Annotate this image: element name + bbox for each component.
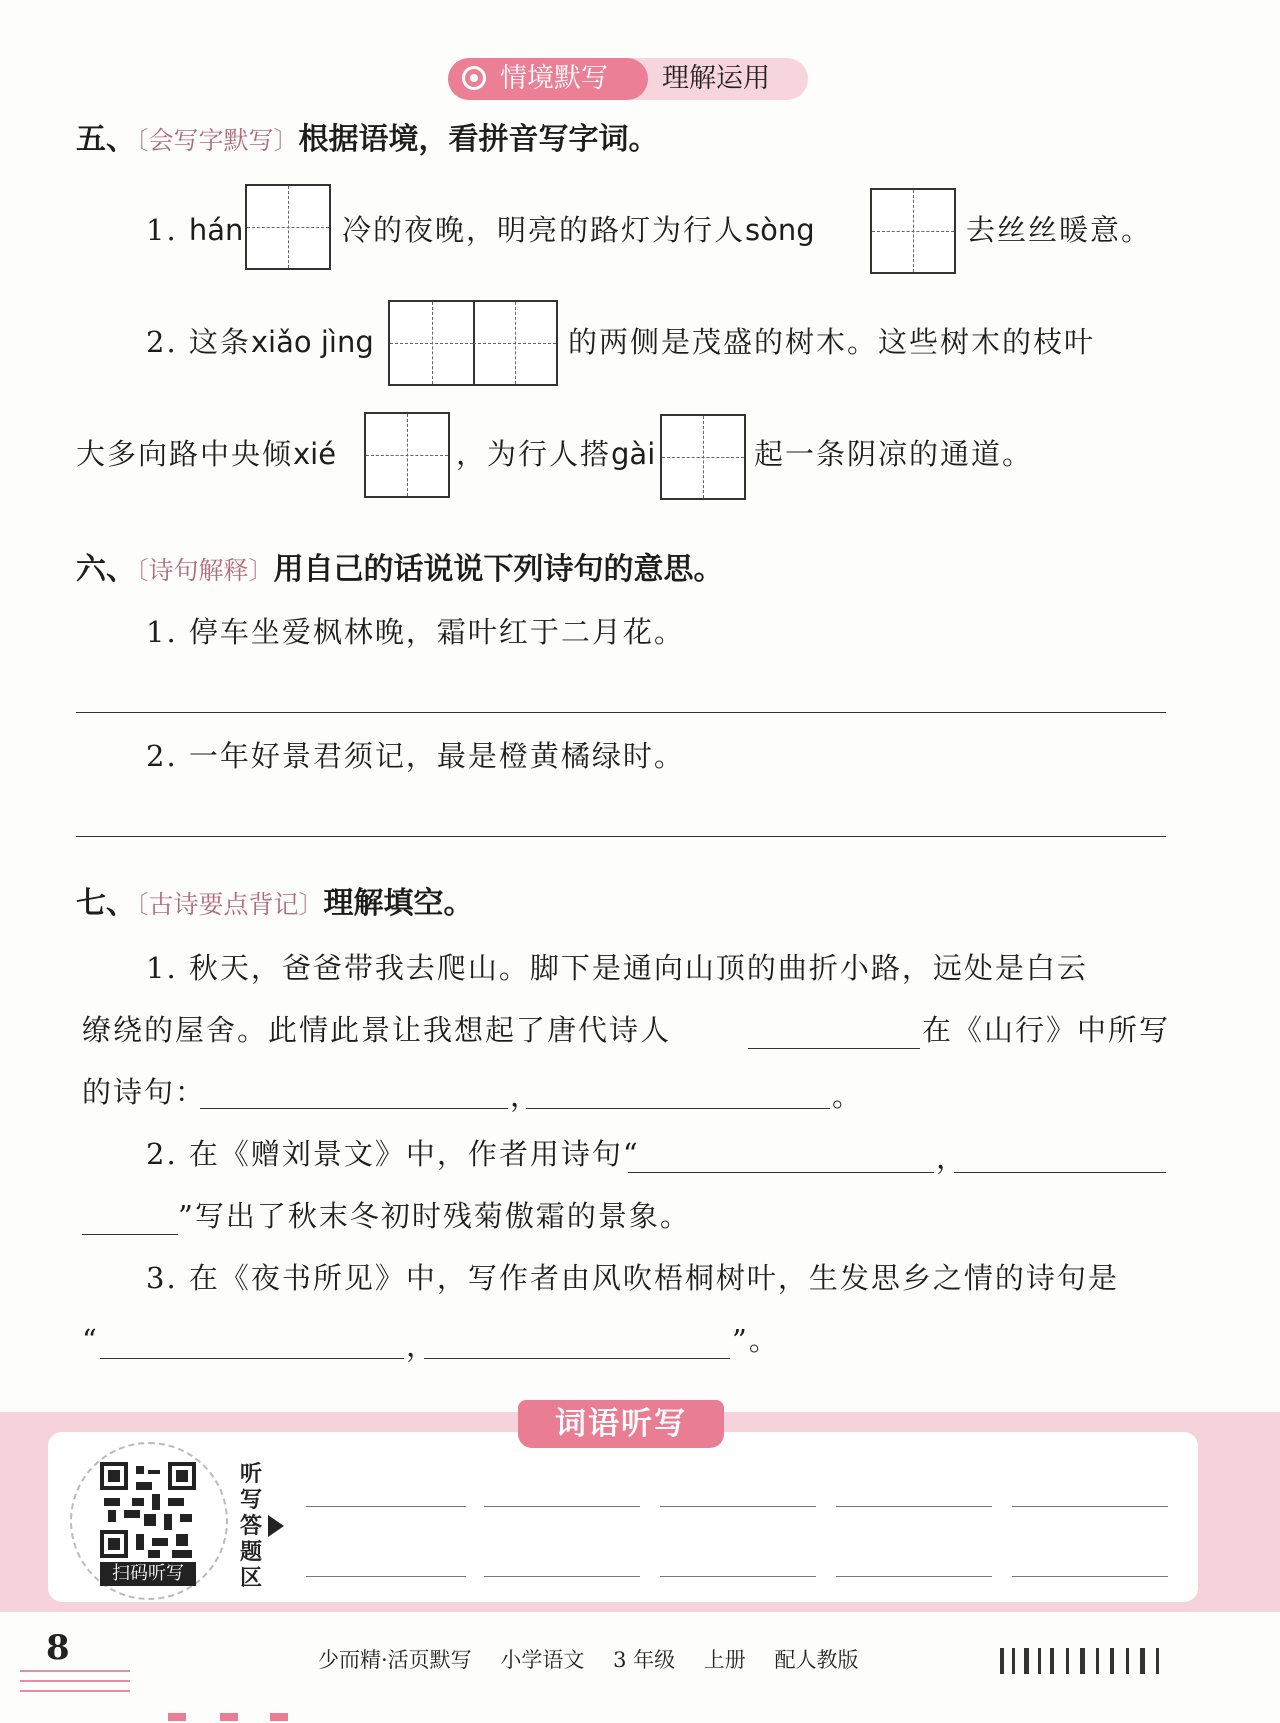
- s6-q1-answer-line[interactable]: [76, 712, 1166, 713]
- decor-bars: [1024, 1648, 1029, 1674]
- footer-term: 上册: [703, 1648, 746, 1672]
- decor-bars: [1012, 1648, 1015, 1674]
- decor-bars: [1080, 1648, 1085, 1674]
- decor-dash: [270, 1713, 288, 1721]
- section-7-heading: 七、〔古诗要点背记〕理解填空。: [76, 886, 474, 921]
- dictation-line[interactable]: [836, 1506, 992, 1507]
- dictation-line[interactable]: [1012, 1576, 1168, 1577]
- decor-wave: [20, 1680, 130, 1682]
- s7-q1-line1: 1. 秋天，爸爸带我去爬山。脚下是通向山顶的曲折小路，远处是白云: [146, 951, 1088, 985]
- dictation-line[interactable]: [306, 1576, 466, 1577]
- s7-q2-blank2a[interactable]: [954, 1172, 1166, 1173]
- dictation-line[interactable]: [660, 1506, 816, 1507]
- s5-q2-box[interactable]: [388, 300, 558, 386]
- s5-q1-part2: 冷的夜晚，明亮的路灯为行人sòng: [342, 213, 815, 247]
- s5-q1-part1: 1. hán: [146, 213, 244, 247]
- s7-q2-blank1[interactable]: [628, 1172, 934, 1173]
- s5-q3-part3: 起一条阴凉的通道。: [754, 437, 1034, 471]
- s7-q2-comma: ，: [936, 1141, 968, 1175]
- footer-brand: 少而精·活页默写: [318, 1648, 472, 1672]
- qr-code-icon[interactable]: [100, 1462, 196, 1558]
- dictation-title: 词语听写: [518, 1400, 724, 1448]
- s7-q1-line2b: 在《山行》中所写: [922, 1013, 1171, 1047]
- dictation-line[interactable]: [484, 1576, 640, 1577]
- decor-wave: [20, 1670, 130, 1672]
- qr-caption: 扫码听写: [100, 1562, 196, 1586]
- footer-info: [318, 1644, 880, 1674]
- decor-dash: [168, 1713, 186, 1721]
- footer-edition: 配人教版: [774, 1648, 859, 1672]
- medal-icon: [462, 66, 486, 90]
- s7-q3-close: ”。: [732, 1323, 780, 1357]
- s6-q2-answer-line[interactable]: [76, 836, 1166, 837]
- s7-q1-blank1[interactable]: [200, 1108, 508, 1109]
- section-6-heading: 六、〔诗句解释〕用自己的话说说下列诗句的意思。: [76, 552, 724, 587]
- answer-area-label: 听写答题区: [240, 1462, 263, 1591]
- decor-wave: [20, 1690, 130, 1692]
- arrow-right-icon: [268, 1515, 284, 1537]
- s7-q1-line3a: 的诗句：: [82, 1075, 207, 1109]
- s6-q2: 2. 一年好景君须记，最是橙黄橘绿时。: [146, 739, 685, 773]
- decor-dash: [220, 1713, 238, 1721]
- header-subtitle: 理解运用: [662, 63, 770, 94]
- decor-bars: [1126, 1648, 1129, 1674]
- s7-q3-line1: 3. 在《夜书所见》中，写作者由风吹梧桐树叶，生发思乡之情的诗句是: [146, 1261, 1119, 1295]
- page-number: 8: [46, 1628, 70, 1668]
- dictation-line[interactable]: [484, 1506, 640, 1507]
- s7-q3-comma: ，: [406, 1329, 438, 1363]
- footer-grade: 3 年级: [613, 1648, 676, 1672]
- dictation-line[interactable]: [836, 1576, 992, 1577]
- s7-q2-blank2b[interactable]: [82, 1234, 178, 1235]
- dictation-line[interactable]: [1012, 1506, 1168, 1507]
- dictation-line[interactable]: [660, 1576, 816, 1577]
- header-badge: 情境默写: [448, 58, 648, 100]
- section-5-heading: 五、〔会写字默写〕根据语境，看拼音写字词。: [76, 122, 659, 157]
- s7-q3-blank2[interactable]: [424, 1358, 730, 1359]
- s5-q3-box2[interactable]: [660, 414, 746, 500]
- footer-subject: 小学语文: [500, 1648, 585, 1672]
- s7-q2-line1a: 2. 在《赠刘景文》中，作者用诗句“: [146, 1137, 640, 1171]
- s7-q1-comma: ，: [510, 1079, 542, 1113]
- s5-q2-part2: 的两侧是茂盛的树木。这些树木的枝叶: [568, 325, 1096, 359]
- s5-q3-box1[interactable]: [364, 412, 450, 498]
- s7-q1-poet-blank[interactable]: [748, 1048, 920, 1049]
- decor-bars: [1110, 1648, 1114, 1674]
- s5-q3-part2: ，为行人搭gài: [456, 437, 656, 471]
- dictation-line[interactable]: [306, 1506, 466, 1507]
- decor-bars: [1140, 1648, 1145, 1674]
- decor-bars: [1096, 1648, 1099, 1674]
- decor-bars: [1038, 1648, 1041, 1674]
- s5-q1-part3: 去丝丝暖意。: [966, 213, 1153, 247]
- s7-q3-blank1[interactable]: [100, 1358, 404, 1359]
- s5-q1-box2[interactable]: [870, 188, 956, 274]
- s6-q1: 1. 停车坐爱枫林晚，霜叶红于二月花。: [146, 615, 685, 649]
- s5-q2-part1: 2. 这条xiǎo jìng: [146, 325, 374, 359]
- decor-bars: [1066, 1648, 1069, 1674]
- s7-q2-line2: ”写出了秋末冬初时残菊傲霜的景象。: [178, 1199, 691, 1233]
- decor-bars: [1000, 1648, 1004, 1674]
- decor-bars: [1156, 1648, 1159, 1674]
- s5-q3-part1: 大多向路中央倾xié: [76, 437, 337, 471]
- s7-q1-period: 。: [832, 1079, 864, 1113]
- s5-q1-box1[interactable]: [245, 184, 331, 270]
- decor-bars: [1050, 1648, 1054, 1674]
- s7-q3-open-quote: “: [82, 1323, 99, 1357]
- s7-q1-line2a: 缭绕的屋舍。此情此景让我想起了唐代诗人: [82, 1013, 672, 1047]
- s7-q1-blank2[interactable]: [526, 1108, 830, 1109]
